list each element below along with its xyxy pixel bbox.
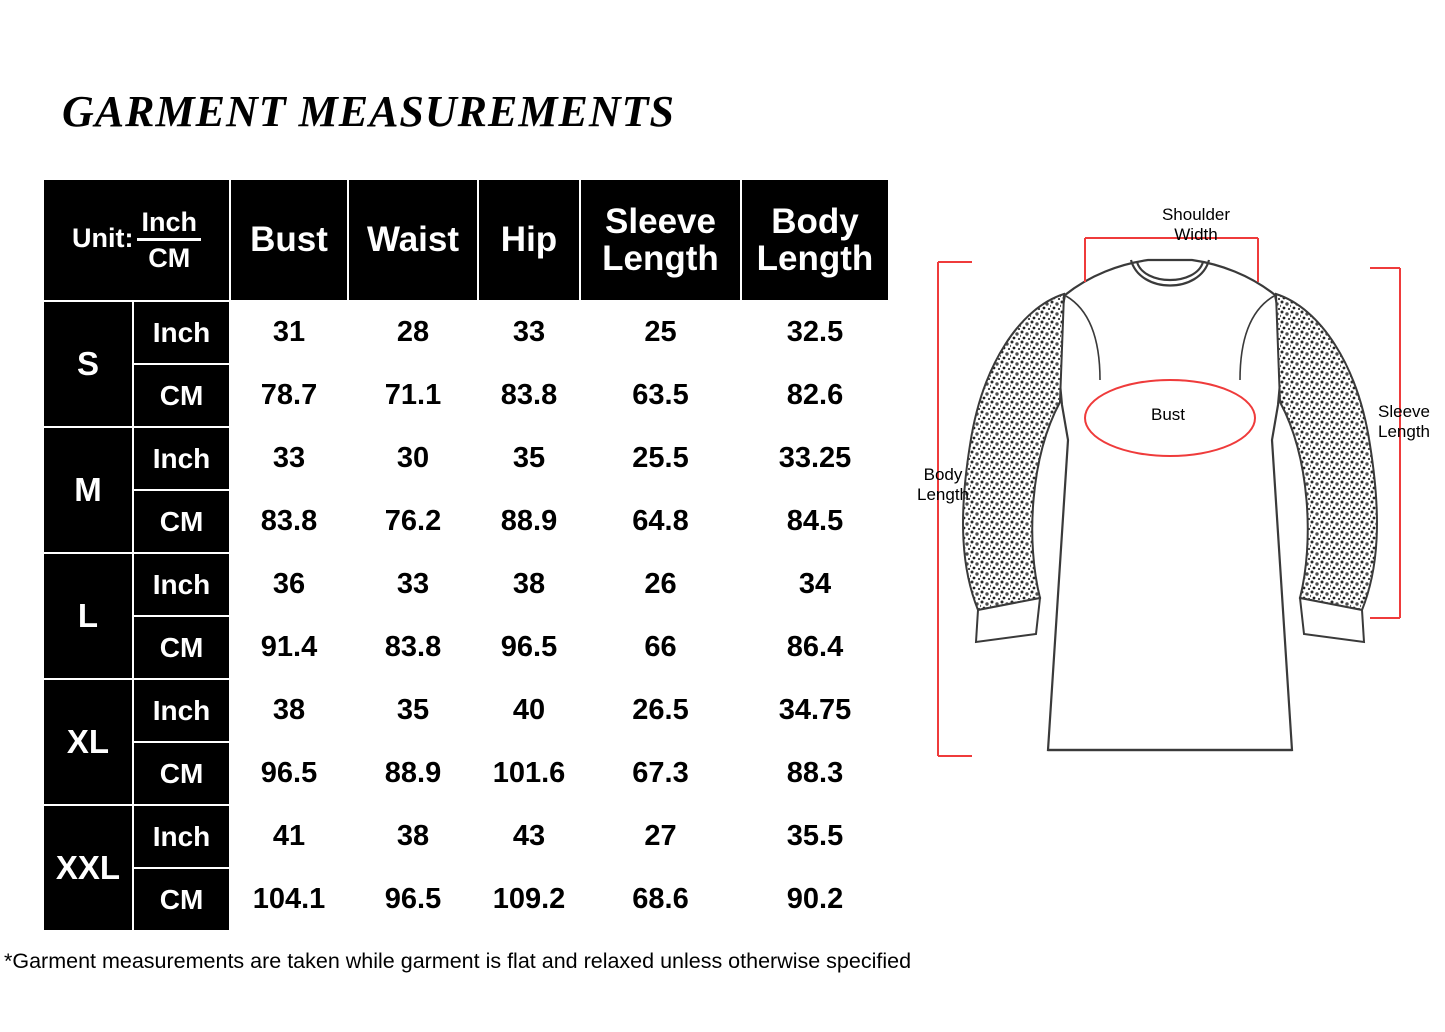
- measurement-footnote: *Garment measurements are taken while garment is flat and relaxed unless otherwise specified: [4, 949, 912, 973]
- cell-xxl-inch-bust: 41: [230, 805, 348, 868]
- cell-l-cm-sleeve: 66: [580, 616, 741, 679]
- table-row: [43, 490, 889, 553]
- unit-fraction: [137, 207, 201, 273]
- unit-cm-xxl: CM: [133, 868, 230, 931]
- unit-inch-s: Inch: [133, 301, 230, 364]
- header-waist-line1: Waist: [366, 220, 460, 260]
- cell-m-inch-waist: 30: [348, 427, 478, 490]
- cell-m-inch-bust: 33: [230, 427, 348, 490]
- table-row: [43, 364, 889, 427]
- cell-s-cm-bust: 78.7: [230, 364, 348, 427]
- cell-m-inch-sleeve: 25.5: [580, 427, 741, 490]
- cell-s-inch-waist: 28: [348, 301, 478, 364]
- table-row: [43, 301, 889, 364]
- body-length-label: [908, 465, 978, 504]
- cell-l-cm-body: 86.4: [741, 616, 889, 679]
- shoulder-width-label-line2: Width: [1174, 224, 1218, 244]
- cell-xxl-inch-hip: 43: [478, 805, 580, 868]
- dress-diagram-svg: [900, 190, 1440, 790]
- header-unit-cell: [43, 179, 230, 301]
- cell-xl-cm-waist: 88.9: [348, 742, 478, 805]
- cell-l-cm-hip: 96.5: [478, 616, 580, 679]
- page-title: GARMENT MEASUREMENTS: [62, 87, 675, 136]
- cell-xl-inch-hip: 40: [478, 679, 580, 742]
- size-label-m: M: [43, 427, 133, 553]
- unit-cm-m: CM: [133, 490, 230, 553]
- table-row: [43, 868, 889, 931]
- cell-xxl-cm-sleeve: 68.6: [580, 868, 741, 931]
- header-sleeve-line1: Sleeve: [605, 201, 716, 241]
- table-row: [43, 616, 889, 679]
- cell-m-cm-hip: 88.9: [478, 490, 580, 553]
- cell-xxl-inch-waist: 38: [348, 805, 478, 868]
- cell-l-inch-sleeve: 26: [580, 553, 741, 616]
- table-header-row: [43, 179, 889, 301]
- header-waist: [348, 179, 478, 301]
- garment-illustration: [900, 190, 1440, 790]
- header-body-length: [741, 179, 889, 301]
- unit-cm-xl: CM: [133, 742, 230, 805]
- unit-cm-s: CM: [133, 364, 230, 427]
- unit-inch-m: Inch: [133, 427, 230, 490]
- cell-s-inch-bust: 31: [230, 301, 348, 364]
- sleeve-length-label: [1366, 402, 1442, 441]
- shoulder-width-label: [1136, 205, 1256, 244]
- cell-s-cm-waist: 71.1: [348, 364, 478, 427]
- header-sleeve-line2: Length: [602, 239, 719, 278]
- cell-xxl-cm-hip: 109.2: [478, 868, 580, 931]
- header-bust-line1: Bust: [250, 220, 328, 260]
- left-sleeve-shape: [963, 294, 1064, 610]
- table-row: [43, 553, 889, 616]
- cell-m-cm-waist: 76.2: [348, 490, 478, 553]
- body-length-label-line2: Length: [917, 484, 969, 504]
- cell-xxl-cm-bust: 104.1: [230, 868, 348, 931]
- size-label-s: S: [43, 301, 133, 427]
- unit-inch-xxl: Inch: [133, 805, 230, 868]
- header-body-line1: Body: [771, 201, 859, 241]
- body-length-label-line1: Body: [923, 465, 963, 484]
- cell-l-inch-hip: 38: [478, 553, 580, 616]
- cell-s-cm-body: 82.6: [741, 364, 889, 427]
- cell-m-inch-body: 33.25: [741, 427, 889, 490]
- cell-xl-inch-waist: 35: [348, 679, 478, 742]
- size-label-xl: XL: [43, 679, 133, 805]
- cell-l-inch-body: 34: [741, 553, 889, 616]
- cell-xl-inch-sleeve: 26.5: [580, 679, 741, 742]
- unit-cm-label: CM: [148, 243, 191, 273]
- cell-s-inch-hip: 33: [478, 301, 580, 364]
- cell-m-inch-hip: 35: [478, 427, 580, 490]
- cell-xl-cm-bust: 96.5: [230, 742, 348, 805]
- header-bust: [230, 179, 348, 301]
- cell-xl-inch-body: 34.75: [741, 679, 889, 742]
- left-sleeve: [963, 294, 1064, 642]
- cell-xxl-cm-body: 90.2: [741, 868, 889, 931]
- cell-m-cm-bust: 83.8: [230, 490, 348, 553]
- cell-m-cm-body: 84.5: [741, 490, 889, 553]
- unit-inch-xl: Inch: [133, 679, 230, 742]
- size-label-xxl: XXL: [43, 805, 133, 931]
- header-hip-line1: Hip: [500, 220, 558, 260]
- sleeve-length-label-line1: Sleeve: [1378, 402, 1430, 421]
- shoulder-width-label-line1: Shoulder: [1161, 205, 1231, 224]
- cell-l-cm-waist: 83.8: [348, 616, 478, 679]
- header-hip: [478, 179, 580, 301]
- right-sleeve: [1276, 294, 1377, 642]
- unit-inch-l: Inch: [133, 553, 230, 616]
- cell-xl-cm-hip: 101.6: [478, 742, 580, 805]
- header-sleeve-length: [580, 179, 741, 301]
- cell-m-cm-sleeve: 64.8: [580, 490, 741, 553]
- cell-l-cm-bust: 91.4: [230, 616, 348, 679]
- cell-xxl-cm-waist: 96.5: [348, 868, 478, 931]
- table-row: [43, 427, 889, 490]
- unit-inch-label: Inch: [137, 207, 201, 241]
- header-body-line2: Length: [756, 239, 874, 278]
- table-row: [43, 742, 889, 805]
- cell-s-cm-sleeve: 63.5: [580, 364, 741, 427]
- cell-xxl-inch-body: 35.5: [741, 805, 889, 868]
- cell-s-inch-body: 32.5: [741, 301, 889, 364]
- table-row: [43, 679, 889, 742]
- cell-xl-cm-sleeve: 67.3: [580, 742, 741, 805]
- cell-s-cm-hip: 83.8: [478, 364, 580, 427]
- right-sleeve-shape: [1276, 294, 1377, 610]
- cell-xl-cm-body: 88.3: [741, 742, 889, 805]
- sleeve-length-label-line2: Length: [1378, 421, 1430, 441]
- cell-xl-inch-bust: 38: [230, 679, 348, 742]
- size-label-l: L: [43, 553, 133, 679]
- table-row: [43, 805, 889, 868]
- dress-torso-outline: [1048, 260, 1292, 750]
- bust-label: Bust: [1150, 405, 1186, 424]
- cell-xxl-inch-sleeve: 27: [580, 805, 741, 868]
- cell-s-inch-sleeve: 25: [580, 301, 741, 364]
- dress-body: [1048, 260, 1292, 750]
- unit-cm-l: CM: [133, 616, 230, 679]
- garment-measurements-table: [42, 178, 890, 932]
- unit-label: Unit:: [72, 223, 134, 254]
- cell-l-inch-bust: 36: [230, 553, 348, 616]
- cell-l-inch-waist: 33: [348, 553, 478, 616]
